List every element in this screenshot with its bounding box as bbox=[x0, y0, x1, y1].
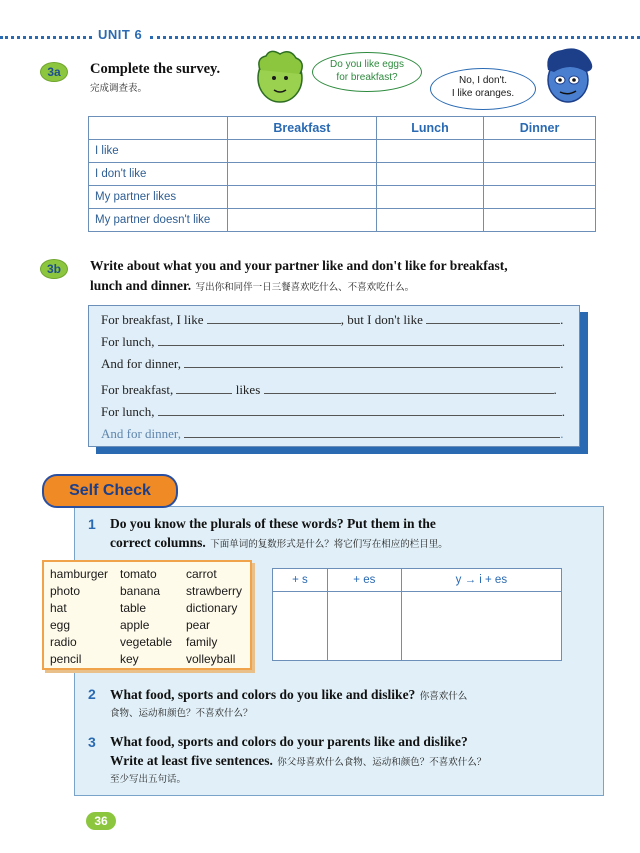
header-dots-right bbox=[150, 36, 640, 39]
write-line-4: For breakfast, likes . bbox=[101, 382, 557, 397]
word-item: banana bbox=[120, 584, 161, 598]
survey-col-breakfast: Breakfast bbox=[228, 117, 377, 140]
survey-cell[interactable] bbox=[228, 140, 377, 163]
word-list bbox=[50, 566, 250, 667]
survey-col-dinner: Dinner bbox=[484, 117, 596, 140]
word-item: pear bbox=[186, 618, 211, 632]
write-line-2: For lunch, . bbox=[101, 334, 565, 349]
q1-line1: Do you know the plurals of these words? Put them in the bbox=[110, 516, 436, 531]
section-3a-title-cn: 完成调查表。 bbox=[90, 83, 148, 94]
word-item: pencil bbox=[50, 652, 82, 666]
survey-row-label: My partner doesn't like bbox=[89, 209, 228, 232]
unit-label: UNIT 6 bbox=[98, 27, 143, 42]
plural-col-es: + es bbox=[327, 569, 401, 592]
write-line-6-text: And for dinner, bbox=[101, 426, 181, 441]
blank-line[interactable] bbox=[207, 311, 341, 324]
word-item: apple bbox=[120, 618, 150, 632]
self-check-label: Self Check bbox=[42, 474, 178, 508]
plural-col-ies: y → i + es bbox=[401, 569, 561, 592]
q2-cn2: 食物、运动和颜色？不喜欢什么？ bbox=[110, 708, 253, 719]
write-line-3: And for dinner, . bbox=[101, 356, 564, 371]
speech-bubble-boy bbox=[430, 68, 536, 110]
write-line-6: And for dinner, . bbox=[101, 426, 564, 441]
word-item: hat bbox=[50, 601, 67, 615]
plural-answer-cell[interactable] bbox=[273, 592, 328, 661]
write-line-1b-text: , but I don't like bbox=[340, 312, 423, 327]
write-line-5: For lunch, . bbox=[101, 404, 565, 419]
section-3a-title: Complete the survey. bbox=[90, 61, 221, 77]
word-item: photo bbox=[50, 584, 81, 598]
table-row bbox=[89, 163, 596, 186]
q3-line2: Write at least five sentences. bbox=[110, 753, 273, 768]
word-item: vegetable bbox=[120, 635, 173, 649]
section-3b-title-line2-group bbox=[90, 277, 414, 295]
write-line-1a-text: For breakfast, I like bbox=[101, 312, 204, 327]
plural-answer-cell[interactable] bbox=[327, 592, 401, 661]
q1-cn: 下面单词的复数形式是什么？将它们写在相应的栏目里。 bbox=[210, 539, 448, 550]
table-row bbox=[89, 140, 596, 163]
word-item: key bbox=[120, 652, 139, 666]
header-dots-left bbox=[0, 36, 92, 39]
survey-cell[interactable] bbox=[376, 140, 483, 163]
plural-table bbox=[272, 568, 562, 661]
q3-cn1: 你父母喜欢什么食物、运动和颜色？不喜欢什么？ bbox=[277, 757, 487, 768]
survey-corner-cell bbox=[89, 117, 228, 140]
plural-answer-cell[interactable] bbox=[401, 592, 561, 661]
q3-number: 3 bbox=[88, 734, 96, 750]
survey-cell[interactable] bbox=[484, 163, 596, 186]
survey-cell[interactable] bbox=[376, 163, 483, 186]
q1-line2-group bbox=[110, 534, 448, 552]
badge-3a: 3a bbox=[40, 62, 68, 82]
word-item: family bbox=[186, 635, 218, 649]
section-3b-title-line1: Write about what you and your partner like and don't like for breakfast, bbox=[90, 258, 508, 273]
section-3b-title-cn: 写出你和同伴一日三餐喜欢吃什么、不喜欢吃什么。 bbox=[195, 282, 415, 293]
survey-row-label: I don't like bbox=[89, 163, 228, 186]
survey-col-lunch: Lunch bbox=[376, 117, 483, 140]
q2-cn1: 你喜欢什么 bbox=[419, 691, 468, 702]
writing-box bbox=[88, 305, 580, 447]
boy-illustration bbox=[540, 44, 600, 110]
survey-table bbox=[88, 116, 596, 232]
q3-cn2: 至少写出五句话。 bbox=[110, 774, 187, 785]
survey-cell[interactable] bbox=[228, 163, 377, 186]
plural-answer-row bbox=[273, 592, 562, 661]
write-line-4a-text: For breakfast, bbox=[101, 382, 174, 397]
survey-cell[interactable] bbox=[484, 140, 596, 163]
survey-cell[interactable] bbox=[376, 209, 483, 232]
blank-line[interactable] bbox=[184, 355, 560, 368]
word-item: carrot bbox=[186, 567, 217, 581]
plural-col-s: + s bbox=[273, 569, 328, 592]
blank-line[interactable] bbox=[184, 425, 560, 438]
survey-cell[interactable] bbox=[484, 209, 596, 232]
bubble-boy-line1: No, I don't. bbox=[458, 75, 508, 86]
word-item: table bbox=[120, 601, 147, 615]
q1-line2: correct columns. bbox=[110, 535, 206, 550]
word-item: dictionary bbox=[186, 601, 238, 615]
word-item: egg bbox=[50, 618, 71, 632]
badge-3b: 3b bbox=[40, 259, 68, 279]
plural-header-row bbox=[273, 569, 562, 592]
word-item: radio bbox=[50, 635, 77, 649]
table-row bbox=[89, 186, 596, 209]
blank-line[interactable] bbox=[158, 403, 562, 416]
survey-row-label: My partner likes bbox=[89, 186, 228, 209]
survey-cell[interactable] bbox=[228, 209, 377, 232]
write-line-4b-text: likes bbox=[235, 382, 261, 397]
bubble-boy-line2: I like oranges. bbox=[451, 88, 515, 99]
blank-line[interactable] bbox=[426, 311, 560, 324]
word-item: tomato bbox=[120, 567, 157, 581]
write-line-5-text: For lunch, bbox=[101, 404, 155, 419]
blank-line[interactable] bbox=[264, 381, 554, 394]
write-line-3-text: And for dinner, bbox=[101, 356, 181, 371]
write-line-2-text: For lunch, bbox=[101, 334, 155, 349]
word-item: volleyball bbox=[186, 652, 236, 666]
survey-cell[interactable] bbox=[228, 186, 377, 209]
blank-line[interactable] bbox=[176, 381, 232, 394]
q2-line1: What food, sports and colors do you like and dislike? bbox=[110, 687, 416, 702]
write-line-1: For breakfast, I like , but I don't like . bbox=[101, 312, 564, 327]
page-number: 36 bbox=[86, 812, 116, 830]
word-list-box bbox=[42, 560, 252, 670]
q2-line1-group bbox=[110, 686, 467, 704]
survey-row-label: I like bbox=[89, 140, 228, 163]
q3-line1: What food, sports and colors do your parents like and dislike? bbox=[110, 734, 468, 749]
survey-cell[interactable] bbox=[484, 186, 596, 209]
survey-cell[interactable] bbox=[376, 186, 483, 209]
survey-header-row bbox=[89, 117, 596, 140]
bubble-girl-text: Do you like eggs for breakfast? bbox=[330, 59, 404, 83]
section-3b-title-line2: lunch and dinner. bbox=[90, 278, 192, 293]
word-item: strawberry bbox=[186, 584, 243, 598]
blank-line[interactable] bbox=[158, 333, 562, 346]
speech-bubble-girl bbox=[312, 52, 422, 92]
q2-number: 2 bbox=[88, 686, 96, 702]
q1-number: 1 bbox=[88, 516, 96, 532]
word-item: hamburger bbox=[50, 567, 109, 581]
table-row bbox=[89, 209, 596, 232]
q3-line2-group bbox=[110, 752, 486, 770]
girl-illustration bbox=[250, 48, 310, 110]
